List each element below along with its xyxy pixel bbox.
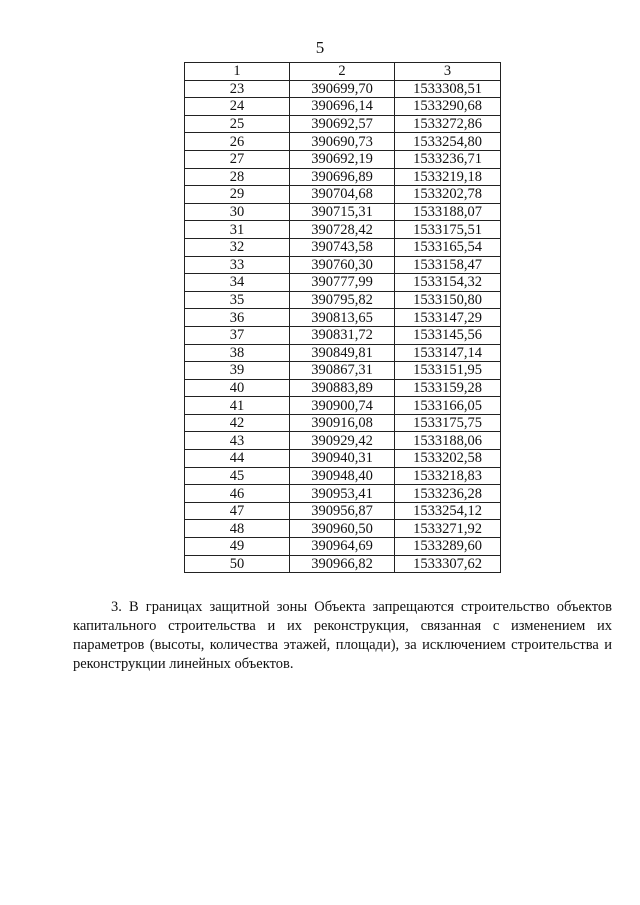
y-coordinate-cell: 1533159,28 [395, 379, 501, 397]
x-coordinate-cell: 390690,73 [290, 133, 395, 151]
y-coordinate-cell: 1533188,06 [395, 432, 501, 450]
table-row [185, 467, 501, 485]
table-row [185, 520, 501, 538]
y-coordinate-cell: 1533150,80 [395, 291, 501, 309]
table-row [185, 203, 501, 221]
point-number-cell: 41 [185, 397, 290, 415]
y-coordinate-cell: 1533202,78 [395, 186, 501, 204]
point-number-cell: 29 [185, 186, 290, 204]
x-coordinate-cell: 390743,58 [290, 238, 395, 256]
x-coordinate-cell: 390940,31 [290, 450, 395, 468]
column-header-y: 3 [395, 63, 501, 81]
point-number-cell: 50 [185, 555, 290, 573]
point-number-cell: 25 [185, 115, 290, 133]
point-number-cell: 44 [185, 450, 290, 468]
x-coordinate-cell: 390966,82 [290, 555, 395, 573]
point-number-cell: 43 [185, 432, 290, 450]
y-coordinate-cell: 1533151,95 [395, 362, 501, 380]
header-row [185, 63, 501, 81]
point-number-cell: 31 [185, 221, 290, 239]
table-row [185, 538, 501, 556]
table-row [185, 256, 501, 274]
point-number-cell: 26 [185, 133, 290, 151]
table-row [185, 133, 501, 151]
table-row [185, 344, 501, 362]
x-coordinate-cell: 390956,87 [290, 502, 395, 520]
y-coordinate-cell: 1533147,29 [395, 309, 501, 327]
table-row [185, 432, 501, 450]
y-coordinate-cell: 1533307,62 [395, 555, 501, 573]
x-coordinate-cell: 390883,89 [290, 379, 395, 397]
table-row [185, 150, 501, 168]
x-coordinate-cell: 390692,57 [290, 115, 395, 133]
x-coordinate-cell: 390715,31 [290, 203, 395, 221]
point-number-cell: 30 [185, 203, 290, 221]
x-coordinate-cell: 390696,14 [290, 98, 395, 116]
point-number-cell: 49 [185, 538, 290, 556]
table-row [185, 397, 501, 415]
restriction-paragraph: 3. В границах защитной зоны Объекта запрещаются строительство объектов капитального строительства и их реконструкция, связанная с изменением их параметров (высоты, количества этажей, площади), за исключением строительства и реконструкции линейных объектов. [73, 599, 612, 672]
y-coordinate-cell: 1533188,07 [395, 203, 501, 221]
table-row [185, 291, 501, 309]
y-coordinate-cell: 1533158,47 [395, 256, 501, 274]
table-row [185, 115, 501, 133]
table-row [185, 186, 501, 204]
y-coordinate-cell: 1533254,80 [395, 133, 501, 151]
y-coordinate-cell: 1533308,51 [395, 80, 501, 98]
point-number-cell: 36 [185, 309, 290, 327]
x-coordinate-cell: 390699,70 [290, 80, 395, 98]
point-number-cell: 42 [185, 414, 290, 432]
point-number-cell: 24 [185, 98, 290, 116]
table-row [185, 485, 501, 503]
x-coordinate-cell: 390960,50 [290, 520, 395, 538]
point-number-cell: 48 [185, 520, 290, 538]
table-row [185, 309, 501, 327]
point-number-cell: 33 [185, 256, 290, 274]
y-coordinate-cell: 1533175,75 [395, 414, 501, 432]
page-number: 5 [315, 38, 325, 57]
point-number-cell: 38 [185, 344, 290, 362]
y-coordinate-cell: 1533236,28 [395, 485, 501, 503]
point-number-cell: 34 [185, 274, 290, 292]
x-coordinate-cell: 390777,99 [290, 274, 395, 292]
point-number-cell: 40 [185, 379, 290, 397]
table-row [185, 362, 501, 380]
table-row [185, 98, 501, 116]
table-row [185, 326, 501, 344]
x-coordinate-cell: 390696,89 [290, 168, 395, 186]
point-number-cell: 23 [185, 80, 290, 98]
table-body [185, 80, 501, 573]
point-number-cell: 28 [185, 168, 290, 186]
point-number-cell: 46 [185, 485, 290, 503]
y-coordinate-cell: 1533165,54 [395, 238, 501, 256]
y-coordinate-cell: 1533219,18 [395, 168, 501, 186]
x-coordinate-cell: 390964,69 [290, 538, 395, 556]
x-coordinate-cell: 390831,72 [290, 326, 395, 344]
point-number-cell: 35 [185, 291, 290, 309]
y-coordinate-cell: 1533289,60 [395, 538, 501, 556]
table-header [185, 63, 501, 81]
y-coordinate-cell: 1533271,92 [395, 520, 501, 538]
table-row [185, 168, 501, 186]
x-coordinate-cell: 390813,65 [290, 309, 395, 327]
x-coordinate-cell: 390704,68 [290, 186, 395, 204]
point-number-cell: 47 [185, 502, 290, 520]
y-coordinate-cell: 1533254,12 [395, 502, 501, 520]
x-coordinate-cell: 390760,30 [290, 256, 395, 274]
table-row [185, 414, 501, 432]
table-row [185, 238, 501, 256]
x-coordinate-cell: 390867,31 [290, 362, 395, 380]
point-number-cell: 27 [185, 150, 290, 168]
table-row [185, 502, 501, 520]
y-coordinate-cell: 1533218,83 [395, 467, 501, 485]
column-header-point: 1 [185, 63, 290, 81]
x-coordinate-cell: 390900,74 [290, 397, 395, 415]
y-coordinate-cell: 1533145,56 [395, 326, 501, 344]
x-coordinate-cell: 390948,40 [290, 467, 395, 485]
x-coordinate-cell: 390929,42 [290, 432, 395, 450]
y-coordinate-cell: 1533202,58 [395, 450, 501, 468]
table-row [185, 80, 501, 98]
y-coordinate-cell: 1533290,68 [395, 98, 501, 116]
table-row [185, 221, 501, 239]
table-row [185, 379, 501, 397]
x-coordinate-cell: 390953,41 [290, 485, 395, 503]
point-number-cell: 39 [185, 362, 290, 380]
y-coordinate-cell: 1533154,32 [395, 274, 501, 292]
table-row [185, 555, 501, 573]
coordinates-table [184, 62, 501, 573]
y-coordinate-cell: 1533236,71 [395, 150, 501, 168]
x-coordinate-cell: 390849,81 [290, 344, 395, 362]
x-coordinate-cell: 390795,82 [290, 291, 395, 309]
x-coordinate-cell: 390692,19 [290, 150, 395, 168]
table-row [185, 450, 501, 468]
point-number-cell: 45 [185, 467, 290, 485]
point-number-cell: 37 [185, 326, 290, 344]
y-coordinate-cell: 1533175,51 [395, 221, 501, 239]
column-header-x: 2 [290, 63, 395, 81]
point-number-cell: 32 [185, 238, 290, 256]
x-coordinate-cell: 390916,08 [290, 414, 395, 432]
y-coordinate-cell: 1533272,86 [395, 115, 501, 133]
x-coordinate-cell: 390728,42 [290, 221, 395, 239]
table-row [185, 274, 501, 292]
y-coordinate-cell: 1533166,05 [395, 397, 501, 415]
y-coordinate-cell: 1533147,14 [395, 344, 501, 362]
